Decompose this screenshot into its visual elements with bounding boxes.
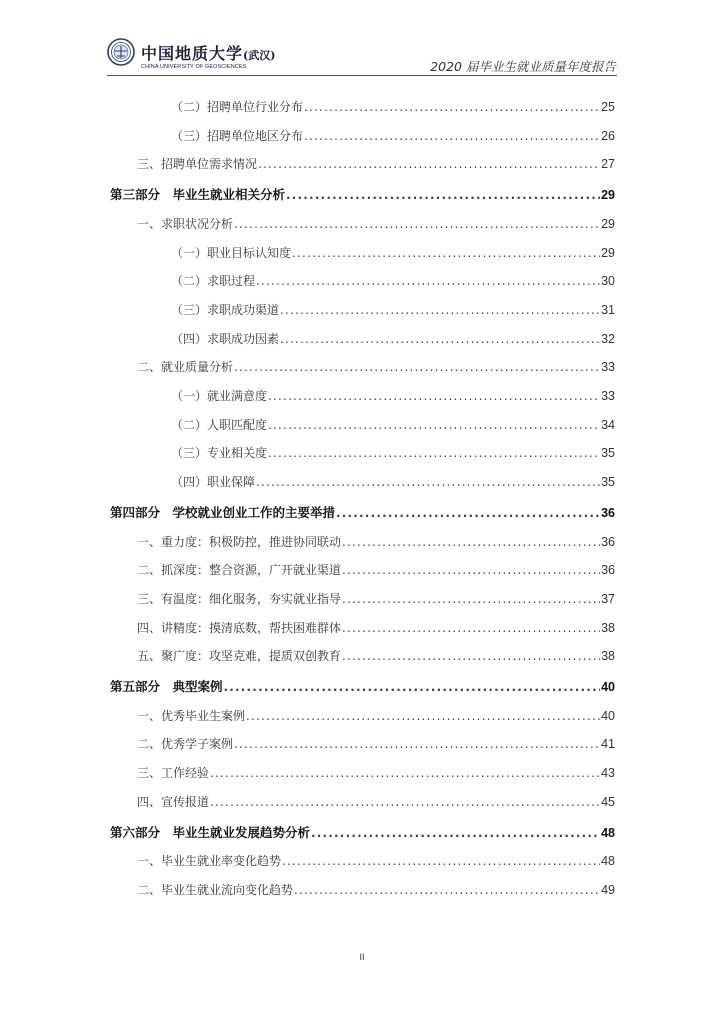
toc-leader-dots xyxy=(336,503,600,523)
toc-entry-title: 二、毕业生就业流向变化趋势 xyxy=(137,882,294,897)
university-name-cn: 中国地质大学(武汉) xyxy=(141,44,276,63)
toc-entry-page: 29 xyxy=(601,216,615,231)
toc-entry-page: 35 xyxy=(601,446,615,461)
toc-entry[interactable] xyxy=(137,154,615,174)
toc-entry-title: （一）就业满意度 xyxy=(171,389,268,403)
toc-entry[interactable] xyxy=(137,560,615,580)
toc-entry[interactable] xyxy=(171,386,615,406)
toc-entry-title: 二、就业质量分析 xyxy=(137,360,234,375)
toc-entry-page: 37 xyxy=(601,591,615,606)
toc-entry-title: 三、招聘单位需求情况 xyxy=(137,157,258,172)
toc-leader-dots xyxy=(304,97,600,117)
toc-entry-title: （三）专业相关度 xyxy=(171,446,268,461)
toc-entry-title: 五、聚广度：攻坚克难，提质双创教育 xyxy=(137,649,342,664)
toc-entry[interactable] xyxy=(137,734,615,754)
toc-entry-title: 第三部分 毕业生就业相关分析 xyxy=(110,187,286,203)
toc-entry-title: 三、有温度：细化服务，夯实就业指导 xyxy=(137,591,342,606)
toc-entry-page: 35 xyxy=(601,475,615,490)
toc-entry[interactable] xyxy=(137,792,615,812)
toc-entry[interactable] xyxy=(137,214,615,234)
toc-entry-title: 四、宣传报道 xyxy=(137,794,210,809)
toc-entry[interactable] xyxy=(171,300,615,320)
toc-entry-page: 31 xyxy=(601,302,615,317)
toc-entry-page: 45 xyxy=(601,794,615,809)
toc-entry-page: 36 xyxy=(601,505,615,520)
toc-leader-dots xyxy=(256,271,600,291)
toc-entry[interactable] xyxy=(137,880,615,900)
toc-entry-title: 第五部分 典型案例 xyxy=(110,679,223,694)
toc-entry-page: 34 xyxy=(601,417,615,432)
toc-entry-title: （三）招聘单位地区分布 xyxy=(171,128,304,143)
toc-entry[interactable] xyxy=(171,329,615,349)
toc-entry[interactable] xyxy=(171,415,615,435)
toc-entry-title: 三、工作经验 xyxy=(137,766,210,781)
toc-leader-dots xyxy=(268,443,600,463)
toc-entry-page: 26 xyxy=(601,128,615,143)
toc-entry[interactable] xyxy=(171,97,615,117)
toc-entry-page: 41 xyxy=(601,737,615,752)
header-divider xyxy=(107,75,617,76)
toc-leader-dots xyxy=(234,357,600,377)
toc-leader-dots xyxy=(294,880,600,900)
toc-entry-page: 43 xyxy=(601,766,615,781)
toc-leader-dots xyxy=(258,154,600,174)
toc-entry-page: 36 xyxy=(601,534,615,549)
toc-leader-dots xyxy=(234,734,600,754)
toc-entry[interactable] xyxy=(137,851,615,871)
toc-entry-title: 一、求职状况分析 xyxy=(137,216,234,231)
toc-entry[interactable] xyxy=(171,126,615,146)
toc-entry[interactable] xyxy=(171,472,615,492)
toc-entry-title: （四）求职成功因素 xyxy=(171,331,280,346)
toc-part-entry[interactable] xyxy=(110,503,615,523)
toc-leader-dots xyxy=(256,472,600,492)
toc-entry-title: 二、抓深度：整合资源，广开就业渠道 xyxy=(137,563,342,578)
toc-entry-page: 29 xyxy=(601,245,615,260)
toc-leader-dots xyxy=(292,243,600,263)
toc-part-entry[interactable] xyxy=(110,185,615,205)
toc-entry[interactable] xyxy=(137,532,615,552)
toc-entry-title: 一、毕业生就业率变化趋势 xyxy=(137,854,282,869)
toc-leader-dots xyxy=(210,792,600,812)
toc-entry-title: （二）人职匹配度 xyxy=(171,417,268,432)
toc-leader-dots xyxy=(280,300,600,320)
toc-entry-title: 四、讲精度：摸清底数，帮扶困难群体 xyxy=(137,620,342,635)
toc-entry-title: 二、优秀学子案例 xyxy=(137,737,234,752)
toc-entry-title: 一、重力度：积极防控，推进协同联动 xyxy=(137,534,342,549)
toc-leader-dots xyxy=(342,560,600,580)
toc-entry-title: （二）招聘单位行业分布 xyxy=(171,100,304,114)
toc-entry-page: 29 xyxy=(601,188,615,203)
university-seal-icon xyxy=(107,38,135,66)
toc-entry-page: 48 xyxy=(601,854,615,869)
toc-leader-dots xyxy=(268,415,600,435)
toc-part-entry[interactable] xyxy=(110,823,615,843)
toc-entry-title: 一、优秀毕业生案例 xyxy=(137,708,246,723)
toc-entry-page: 38 xyxy=(601,620,615,635)
toc-entry-title: 第四部分 学校就业创业工作的主要举措 xyxy=(110,504,336,520)
toc-part-entry[interactable] xyxy=(110,677,615,697)
toc-leader-dots xyxy=(286,185,600,205)
toc-entry-page: 49 xyxy=(601,882,615,897)
toc-leader-dots xyxy=(246,706,600,726)
toc-entry-page: 27 xyxy=(601,157,615,172)
toc-leader-dots xyxy=(210,763,600,783)
toc-entry-title: 第六部分 毕业生就业发展趋势分析 xyxy=(110,824,311,840)
toc-entry-title: （二）求职过程 xyxy=(171,274,256,289)
toc-leader-dots xyxy=(342,589,600,609)
toc-entry[interactable] xyxy=(137,646,615,666)
toc-entry[interactable] xyxy=(137,706,615,726)
toc-leader-dots xyxy=(304,126,600,146)
toc-entry-title: （三）求职成功渠道 xyxy=(171,302,280,317)
toc-entry[interactable] xyxy=(137,618,615,638)
toc-entry-page: 33 xyxy=(601,360,615,375)
toc-entry-page: 38 xyxy=(601,649,615,664)
toc-leader-dots xyxy=(342,532,600,552)
toc-entry[interactable] xyxy=(137,589,615,609)
toc-entry-page: 32 xyxy=(601,331,615,346)
toc-entry-title: （一）职业目标认知度 xyxy=(171,245,292,260)
toc-entry-page: 30 xyxy=(601,274,615,289)
toc-leader-dots xyxy=(280,329,600,349)
toc-entry[interactable] xyxy=(171,243,615,263)
toc-leader-dots xyxy=(342,646,600,666)
toc-leader-dots xyxy=(342,618,600,638)
toc-entry-page: 36 xyxy=(601,563,615,578)
toc-entry-page: 40 xyxy=(601,680,615,694)
toc-leader-dots xyxy=(224,677,601,697)
page-header xyxy=(0,0,724,80)
toc-leader-dots xyxy=(311,823,600,843)
report-title: 2020 届毕业生就业质量年度报告 xyxy=(430,59,616,74)
toc-entry[interactable] xyxy=(171,271,615,291)
toc-entry[interactable] xyxy=(137,763,615,783)
toc-leader-dots xyxy=(282,851,600,871)
toc-entry-title: （四）职业保障 xyxy=(171,475,256,490)
toc-entry-page: 40 xyxy=(601,708,615,723)
toc-leader-dots xyxy=(234,214,600,234)
page-number: II xyxy=(359,952,365,962)
toc-entry-page: 33 xyxy=(601,389,615,403)
toc-entry[interactable] xyxy=(137,357,615,377)
toc-entry-page: 48 xyxy=(601,825,615,840)
toc-entry[interactable] xyxy=(171,443,615,463)
university-name-en: CHINA UNIVERSITY OF GEOSCIENCES xyxy=(141,64,247,70)
toc-leader-dots xyxy=(268,386,600,406)
toc-entry-page: 25 xyxy=(601,100,615,114)
